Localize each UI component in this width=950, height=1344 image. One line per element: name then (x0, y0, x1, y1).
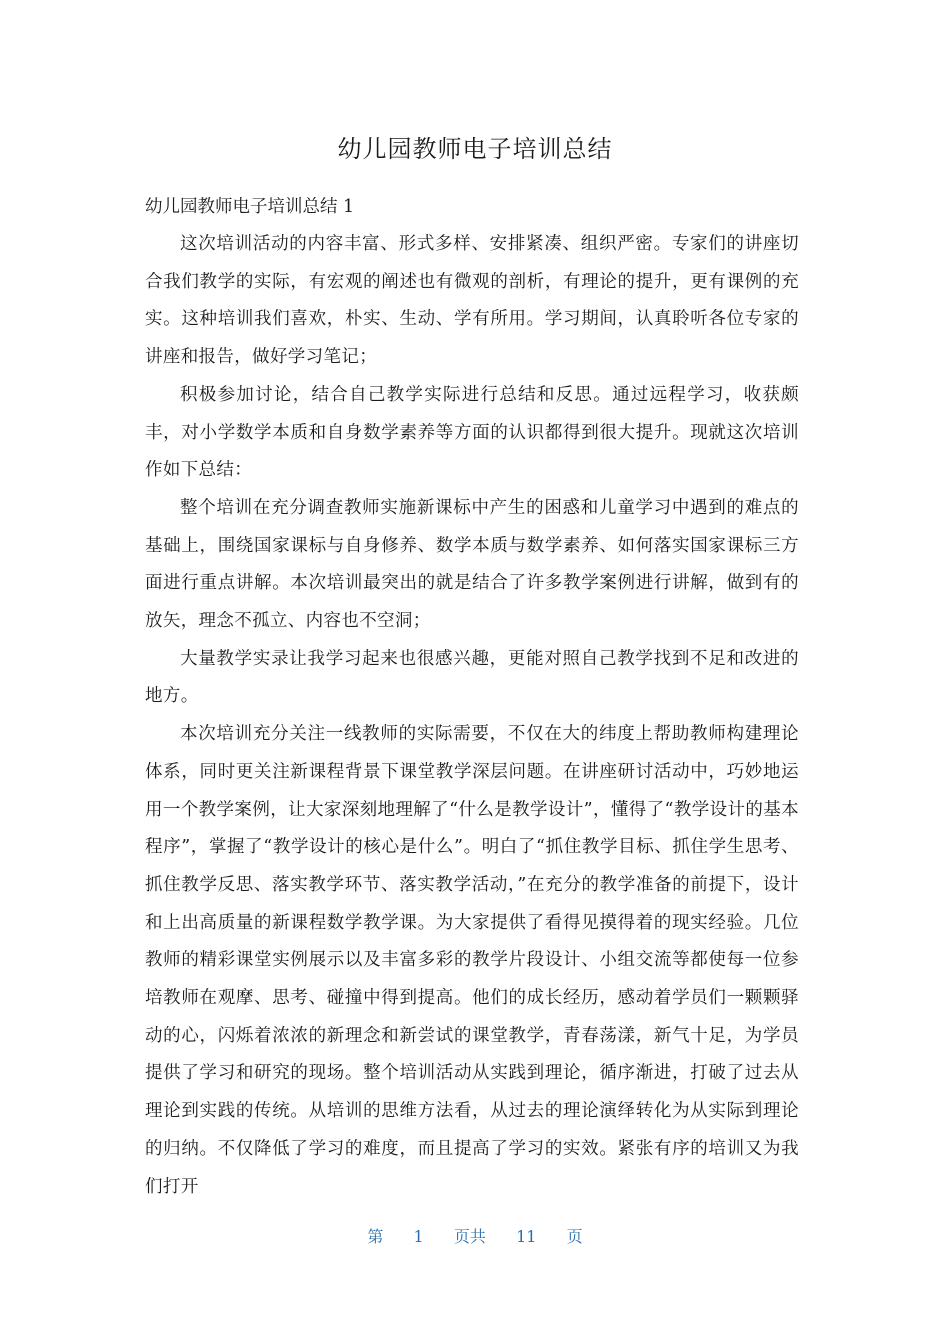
body-paragraph: 本次培训充分关注一线教师的实际需要，不仅在大的纬度上帮助教师构建理论体系，同时更关注新课程背景下课堂教学深层问题。在讲座研讨活动中，巧妙地运用一个教学案例，让大家深刻地理解了“什么是教学设计”，懂得了“教学设计的基本程序”，掌握了“教学设计的核心是什么”。明白了“抓住教学目标、抓住学生思考、抓住教学反思、落实教学环节、落实教学活动，”在充分的教学准备的前提下，设计和上出高质量的新课程数学教学课。为大家提供了看得见摸得着的现实经验。几位教师的精彩课堂实例展示以及丰富多彩的教学片段设计、小组交流等都使每一位参培教师在观摩、思考、碰撞中得到提高。他们的成长经历，感动着学员们一颗颗驿动的心，闪烁着浓浓的新理念和新尝试的课堂教学，青春荡漾，新气十足，为学员提供了学习和研究的现场。整个培训活动从实践到理论，循序渐进，打破了过去从理论到实践的传统。从培训的思维方法看，从过去的理论演绎转化为从实际到理论的归纳。不仅降低了学习的难度，而且提高了学习的实效。紧张有序的培训又为我们打开 (145, 724, 799, 1197)
body-paragraph: 积极参加讨论，结合自己教学实际进行总结和反思。通过远程学习，收获颇丰，对小学数学本质和自身数学素养等方面的认识都得到很大提升。现就这次培训作如下总结： (145, 384, 799, 481)
page-footer (0, 1226, 950, 1248)
document-body (145, 226, 799, 1206)
body-paragraph: 大量教学实录让我学习起来也很感兴趣，更能对照自己教学找到不足和改进的地方。 (145, 648, 799, 707)
body-paragraph: 这次培训活动的内容丰富、形式多样、安排紧凑、组织严密。专家们的讲座切合我们教学的实际，有宏观的阐述也有微观的剖析，有理论的提升，更有课例的充实。这种培训我们喜欢，朴实、生动、学有所用。学习期间，认真聆听各位专家的讲座和报告，做好学习笔记； (145, 234, 799, 368)
body-paragraph: 整个培训在充分调查教师实施新课标中产生的困惑和儿童学习中遇到的难点的基础上，围绕国家课标与自身修养、数学本质与数学素养、如何落实国家课标三方面进行重点讲解。本次培训最突出的就是结合了许多教学案例进行讲解，做到有的放矢，理念不孤立、内容也不空洞； (145, 497, 799, 632)
page-number-label: 第 1 页共 11 页 (367, 1227, 583, 1246)
section-heading: 幼儿园教师电子培训总结 1 (145, 197, 355, 217)
document-title: 幼儿园教师电子培训总结 (337, 135, 613, 163)
